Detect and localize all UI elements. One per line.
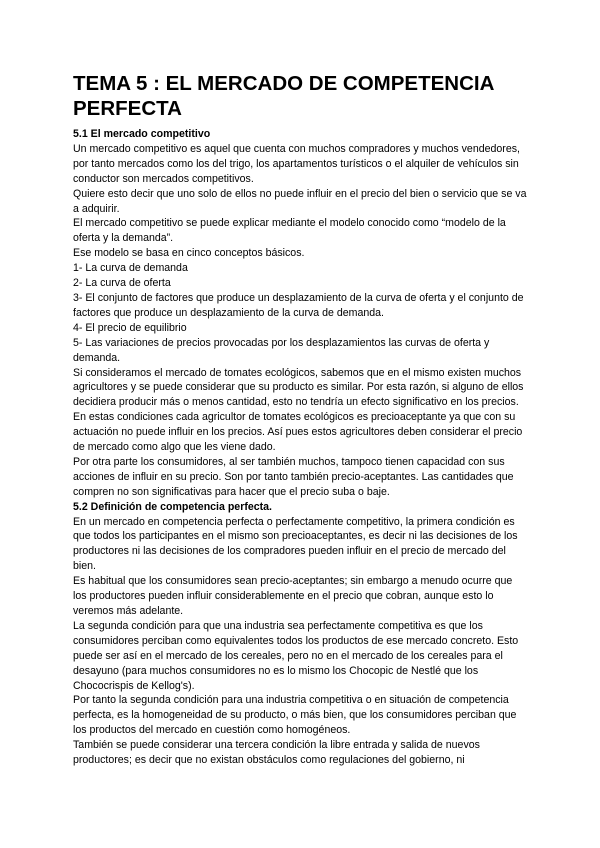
paragraph: La segunda condición para que una industria sea perfectamente competitiva es que los consumidores perciban como equivalentes todos los productos de ese mercado concreto. Esto puede ser así en el mercado de los cereales, pero no en el mercado de los cereales para el desayuno (para muchos consumidores no es lo mismo los Chocopic de Nestlé que los Chococrispis de Kellog's).: [73, 619, 519, 692]
list-item: 5- Las variaciones de precios provocadas por los desplazamientos las curvas de oferta y demanda.: [73, 336, 490, 364]
list-item: 2- La curva de oferta: [73, 277, 171, 290]
list-item: 4- El precio de equilibrio: [73, 321, 187, 334]
list-item: 3- El conjunto de factores que produce un desplazamiento de la curva de oferta y el conjunto de factores que produce un desplazamiento de la curva de demanda.: [73, 291, 524, 319]
list-item: 1- La curva de demanda: [73, 262, 188, 275]
paragraph: Un mercado competitivo es aquel que cuenta con muchos compradores y muchos vendedores, por tanto mercados como los del trigo, los apartamentos turísticos o el alquiler de vehículos sin conductor son mercados competitivos.: [73, 142, 520, 185]
paragraph: Por otra parte los consumidores, al ser también muchos, tampoco tienen capacidad con sus acciones de influir en su precio. Son por tanto también precio-aceptantes. Las cantidades que compren no son significativas para hacer que el precio suba o baje.: [73, 455, 514, 498]
paragraph: Por tanto la segunda condición para una industria competitiva o en situación de competencia perfecta, es la homogeneidad de su producto, o más bien, que los consumidores perciban que los productos del mercado en cuestión como homogéneos.: [73, 694, 517, 737]
paragraph: El mercado competitivo se puede explicar mediante el modelo conocido como “modelo de la oferta y la demanda”.: [73, 217, 506, 245]
paragraph: También se puede considerar una tercera condición la libre entrada y salida de nuevos productores; es decir que no existan obstáculos como regulaciones del gobierno, ni: [73, 739, 480, 767]
paragraph: En un mercado en competencia perfecta o perfectamente competitivo, la primera condición es que todos los participantes en el mismo son precioaceptantes, es decir ni las decisiones de los productores ni las decisiones de los compradores pueden influir en el precio de mercado del bien.: [73, 515, 518, 573]
paragraph: Es habitual que los consumidores sean precio-aceptantes; sin embargo a menudo ocurre que los productores pueden influir considerablemente en el precio que cobran, aunque esto lo veremos más adelante.: [73, 575, 513, 617]
paragraph: Si consideramos el mercado de tomates ecológicos, sabemos que en el mismo existen muchos agricultores y se puede considerar que su producto es similar. Por esta razón, si alguno de ellos decidiera producir más o menos cantidad, esto no tendría un efecto significativo en los precios.: [73, 366, 524, 409]
paragraph: Quiere esto decir que uno solo de ellos no puede influir en el precio del bien o servicio que se va a adquirir.: [73, 187, 527, 215]
paragraph: En estas condiciones cada agricultor de tomates ecológicos es precioaceptante ya que con su actuación no puede influir en los precios. Así pues estos agricultores deben considerar el precio de mercado como algo que les viene dado.: [73, 411, 523, 454]
section-heading-5-1: 5.1 El mercado competitivo: [73, 128, 211, 140]
page-title: TEMA 5 : EL MERCADO DE COMPETENCIA PERFECTA: [73, 72, 494, 120]
document-body: [73, 127, 528, 768]
paragraph: Ese modelo se basa en cinco conceptos básicos.: [73, 247, 305, 260]
section-heading-5-2: 5.2 Definición de competencia perfecta.: [73, 500, 272, 513]
